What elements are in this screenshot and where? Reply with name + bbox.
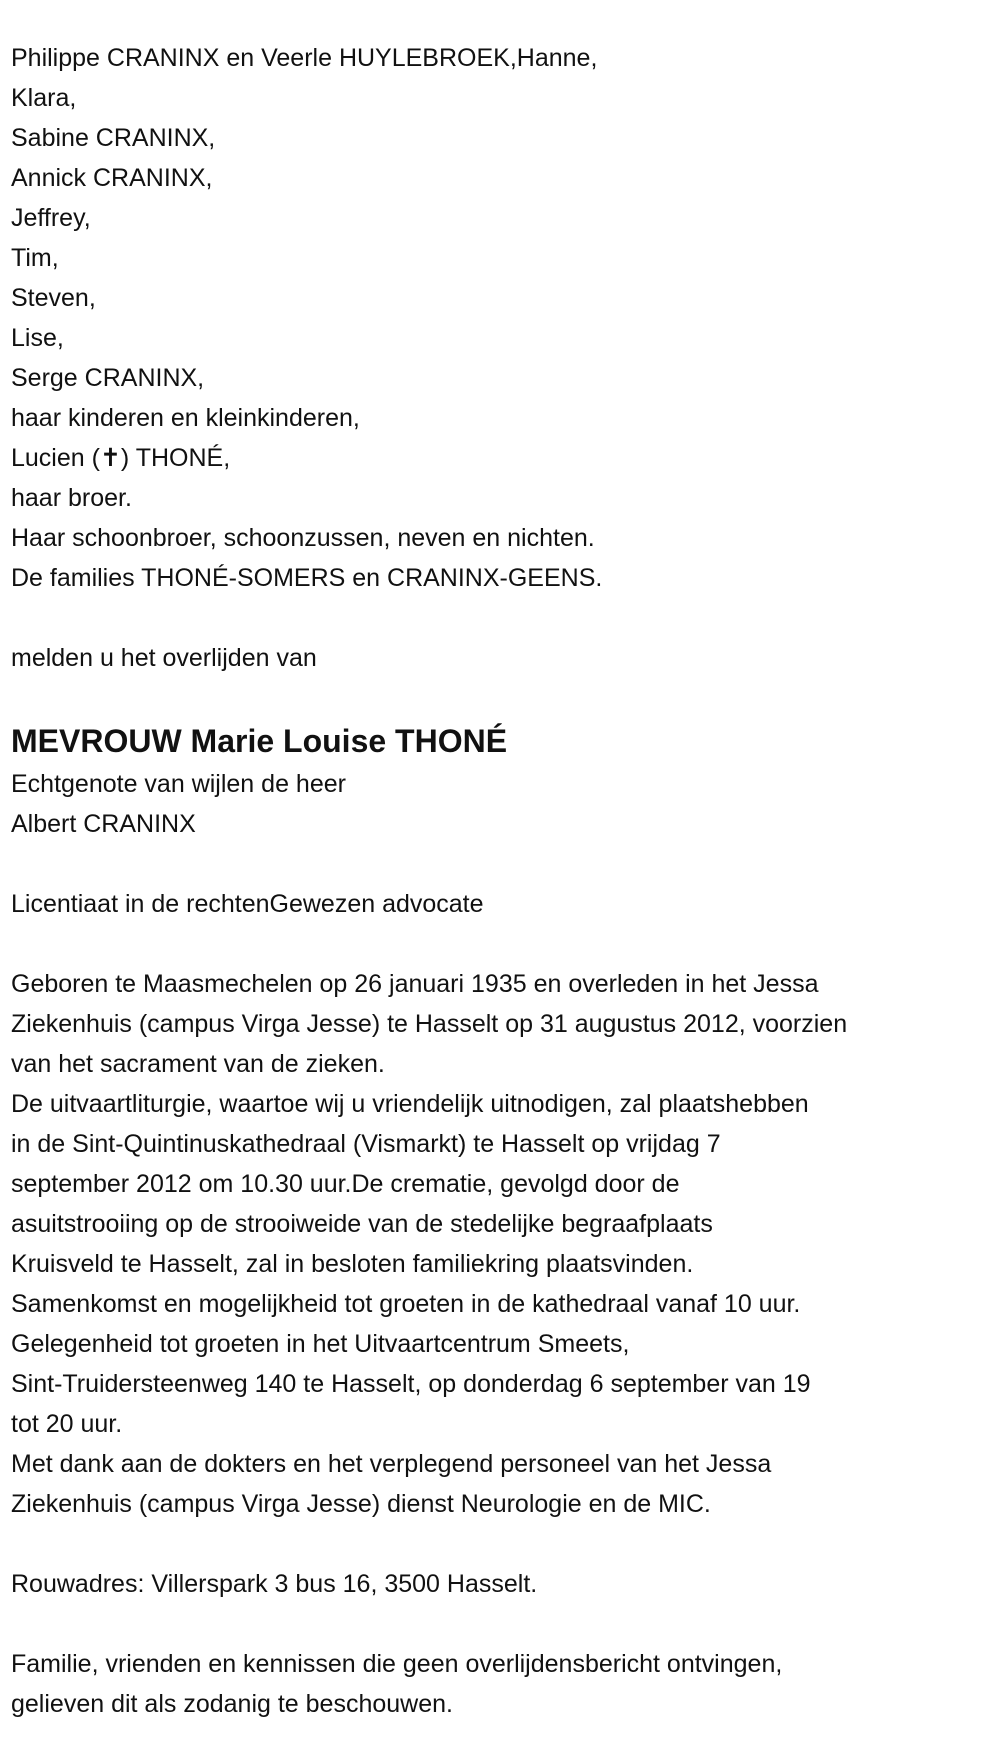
mourner-line: De families THONÉ-SOMERS en CRANINX-GEENS.	[11, 564, 603, 592]
spacer	[11, 1524, 847, 1564]
details-line: Geboren te Maasmechelen op 26 januari 1935 en overleden in het Jessa	[11, 970, 819, 998]
mourners-list	[11, 38, 847, 598]
spacer	[11, 598, 847, 638]
closing-line: gelieven dit als zodanig te beschouwen.	[11, 1690, 453, 1718]
announcement-text: melden u het overlijden van	[11, 644, 317, 672]
mourner-line: Tim,	[11, 244, 59, 272]
mourning-address: Rouwadres: Villerspark 3 bus 16, 3500 Hasselt.	[11, 1570, 538, 1598]
mourner-line: Lise,	[11, 324, 64, 352]
relation-line: Albert CRANINX	[11, 810, 196, 838]
mourner-line: haar broer.	[11, 484, 132, 512]
deceased-name: MEVROUW Marie Louise THONÉ	[11, 723, 508, 759]
mourner-line: Klara,	[11, 84, 77, 112]
mourner-line: Serge CRANINX,	[11, 364, 205, 392]
details-line: van het sacrament van de zieken.	[11, 1050, 385, 1078]
closing-line: Familie, vrienden en kennissen die geen overlijdensbericht ontvingen,	[11, 1650, 783, 1678]
details-line: Gelegenheid tot groeten in het Uitvaartcentrum Smeets,	[11, 1330, 630, 1358]
details-line: Kruisveld te Hasselt, zal in besloten familiekring plaatsvinden.	[11, 1250, 694, 1278]
details-line: in de Sint-Quintinuskathedraal (Vismarkt) te Hasselt op vrijdag 7	[11, 1130, 721, 1158]
spacer	[11, 844, 847, 884]
details-line: september 2012 om 10.30 uur.De crematie, gevolgd door de	[11, 1170, 680, 1198]
details-line: Ziekenhuis (campus Virga Jesse) dienst Neurologie en de MIC.	[11, 1490, 711, 1518]
mourner-line: Philippe CRANINX en Veerle HUYLEBROEK,Hanne,	[11, 44, 598, 72]
details-line: De uitvaartliturgie, waartoe wij u vriendelijk uitnodigen, zal plaatshebben	[11, 1090, 809, 1118]
mourner-line: Haar schoonbroer, schoonzussen, neven en nichten.	[11, 524, 595, 552]
mourner-line: Steven,	[11, 284, 96, 312]
details-line: Ziekenhuis (campus Virga Jesse) te Hasselt op 31 augustus 2012, voorzien	[11, 1010, 848, 1038]
spacer	[11, 1604, 847, 1644]
spacer	[11, 678, 847, 718]
details-line: Sint-Truidersteenweg 140 te Hasselt, op donderdag 6 september van 19	[11, 1370, 811, 1398]
details-line: Samenkomst en mogelijkheid tot groeten in de kathedraal vanaf 10 uur.	[11, 1290, 801, 1318]
mourner-line: Lucien (✝) THONÉ,	[11, 444, 231, 472]
mourner-line: Annick CRANINX,	[11, 164, 213, 192]
mourner-line: haar kinderen en kleinkinderen,	[11, 404, 360, 432]
details-line: Met dank aan de dokters en het verplegend personeel van het Jessa	[11, 1450, 772, 1478]
details-line: asuitstrooiing op de strooiweide van de stedelijke begraafplaats	[11, 1210, 713, 1238]
relation-line: Echtgenote van wijlen de heer	[11, 770, 346, 798]
mourner-line: Sabine CRANINX,	[11, 124, 216, 152]
mourner-line: Jeffrey,	[11, 204, 91, 232]
details-paragraph	[11, 964, 847, 1524]
obituary-notice	[11, 38, 847, 1724]
spacer	[11, 924, 847, 964]
details-line: tot 20 uur.	[11, 1410, 123, 1438]
profession-text: Licentiaat in de rechtenGewezen advocate	[11, 890, 484, 918]
